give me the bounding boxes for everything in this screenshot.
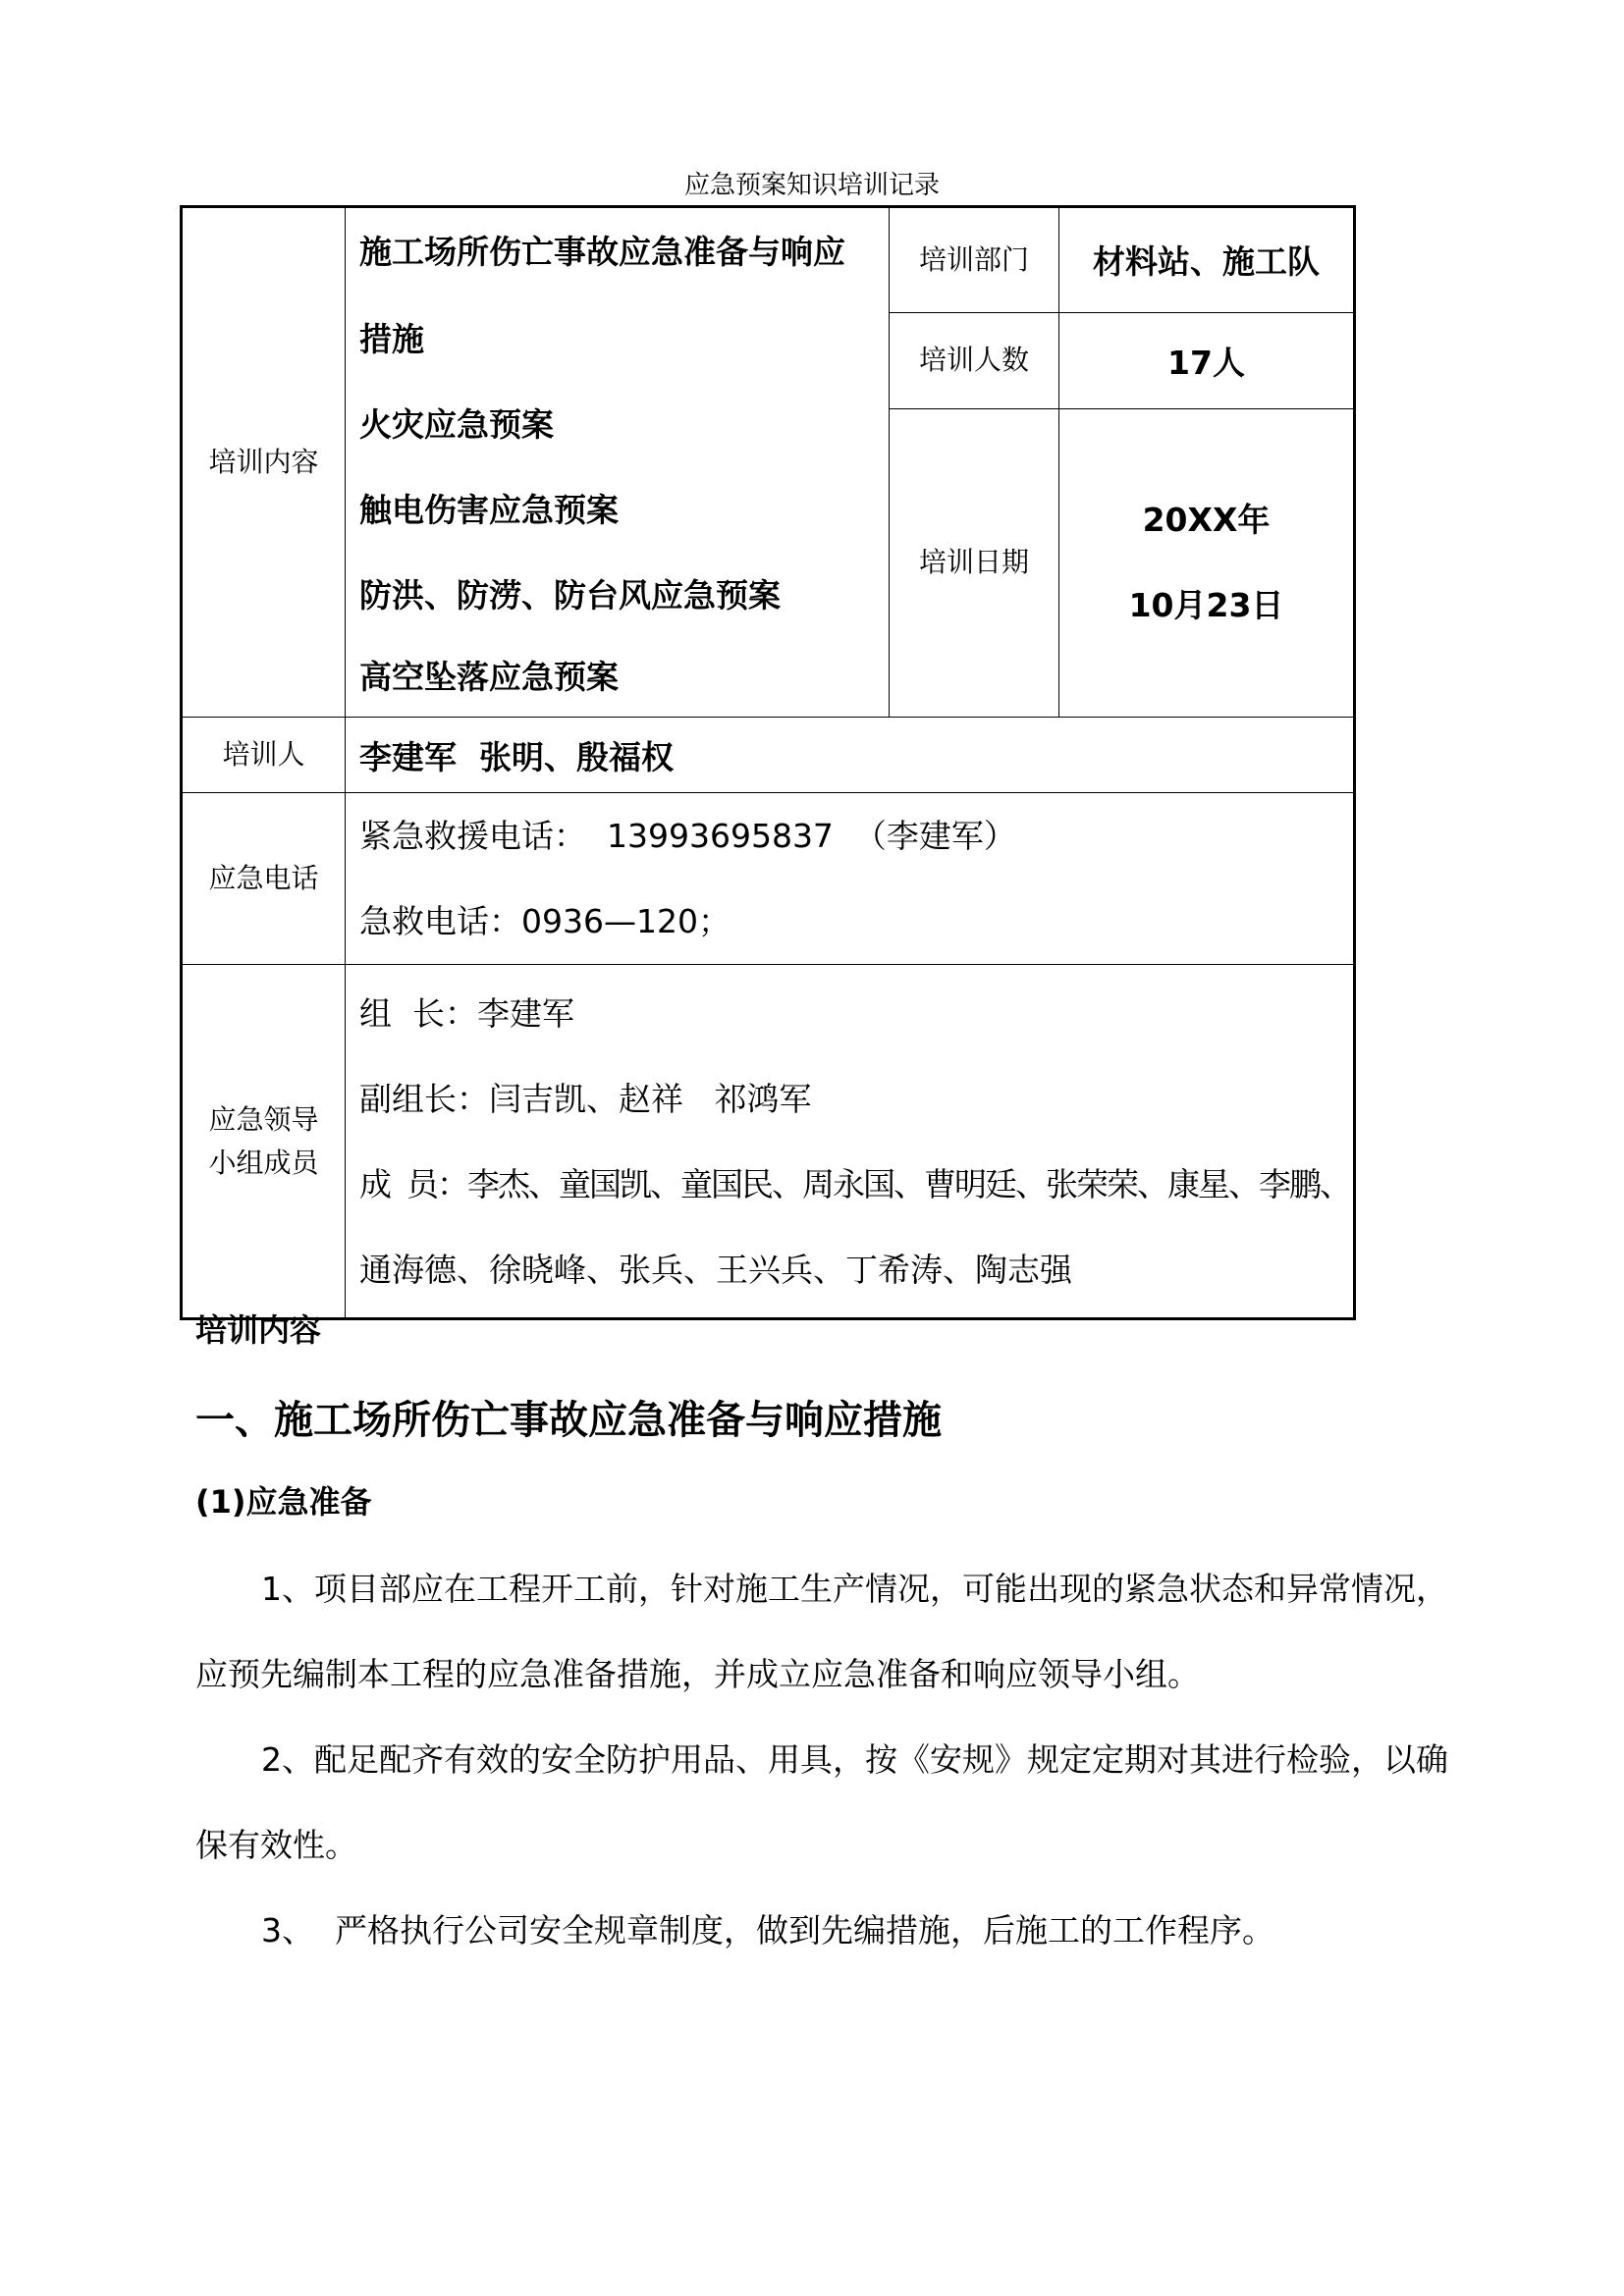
content-label: 培训内容 (182, 207, 346, 718)
team-leader: 组 长：李建军 (359, 993, 574, 1033)
document-title: 应急预案知识培训记录 (683, 171, 940, 200)
team-lines (346, 965, 1355, 1319)
content-item: 防洪、防涝、防台风应急预案 (359, 576, 781, 614)
content-item: 措施 (359, 320, 424, 358)
section-heading: 一、施工场所伤亡事故应急准备与响应措施 (195, 1398, 942, 1443)
date-year: 20XX年 (1142, 501, 1271, 540)
dept-label: 培训部门 (890, 207, 1059, 313)
section-subheading: (1)应急准备 (195, 1483, 372, 1521)
trainer-value: 李建军 张明、殷福权 (346, 718, 1355, 793)
date-day: 10月23日 (1128, 586, 1284, 625)
team-members-cont: 通海德、徐晓峰、张兵、王兴兵、丁希涛、陶志强 (359, 1250, 1072, 1289)
paragraph: 1、项目部应在工程开工前，针对施工生产情况，可能出现的紧急状态和异常情况，应预先编制本工程的应急准备措施，并成立应急准备和响应领导小组。 (195, 1570, 1448, 1693)
content-item: 施工场所伤亡事故应急准备与响应 (359, 233, 845, 271)
date-label: 培训日期 (890, 408, 1059, 718)
phone-label: 应急电话 (182, 793, 346, 965)
trainer-label: 培训人 (182, 718, 346, 793)
team-members: 成 员：李杰、童国凯、童国民、周永国、曹明廷、张荣荣、康星、李鹏、 (359, 1164, 1350, 1203)
body-paragraphs (195, 1546, 1468, 1973)
count-value: 17人 (1059, 312, 1355, 408)
dept-value: 材料站、施工队 (1059, 207, 1355, 313)
paragraph: 2、配足配齐有效的安全防护用品、用具，按《安规》规定定期对其进行检验，以确保有效性。 (195, 1740, 1448, 1864)
team-label-line: 小组成员 (208, 1146, 319, 1179)
rescue-phone: 紧急救援电话： 13993695837 （李建军） (359, 817, 1016, 855)
training-record-table (180, 205, 1356, 1320)
count-label: 培训人数 (890, 312, 1059, 408)
team-deputy: 副组长：闫吉凯、赵祥 祁鸿军 (359, 1079, 812, 1118)
team-label-line: 应急领导 (208, 1102, 319, 1136)
date-value (1059, 408, 1355, 718)
content-list (346, 207, 890, 718)
content-item: 火灾应急预案 (359, 405, 554, 444)
phone-lines (346, 793, 1355, 965)
paragraph: 3、 严格执行公司安全规章制度，做到先编措施，后施工的工作程序。 (261, 1911, 1274, 1949)
section-label: 培训内容 (195, 1311, 322, 1349)
content-item: 触电伤害应急预案 (359, 491, 619, 529)
first-aid-phone: 急救电话：0936—120； (359, 902, 731, 940)
team-label (182, 965, 346, 1319)
content-item: 高空坠落应急预案 (359, 658, 619, 696)
